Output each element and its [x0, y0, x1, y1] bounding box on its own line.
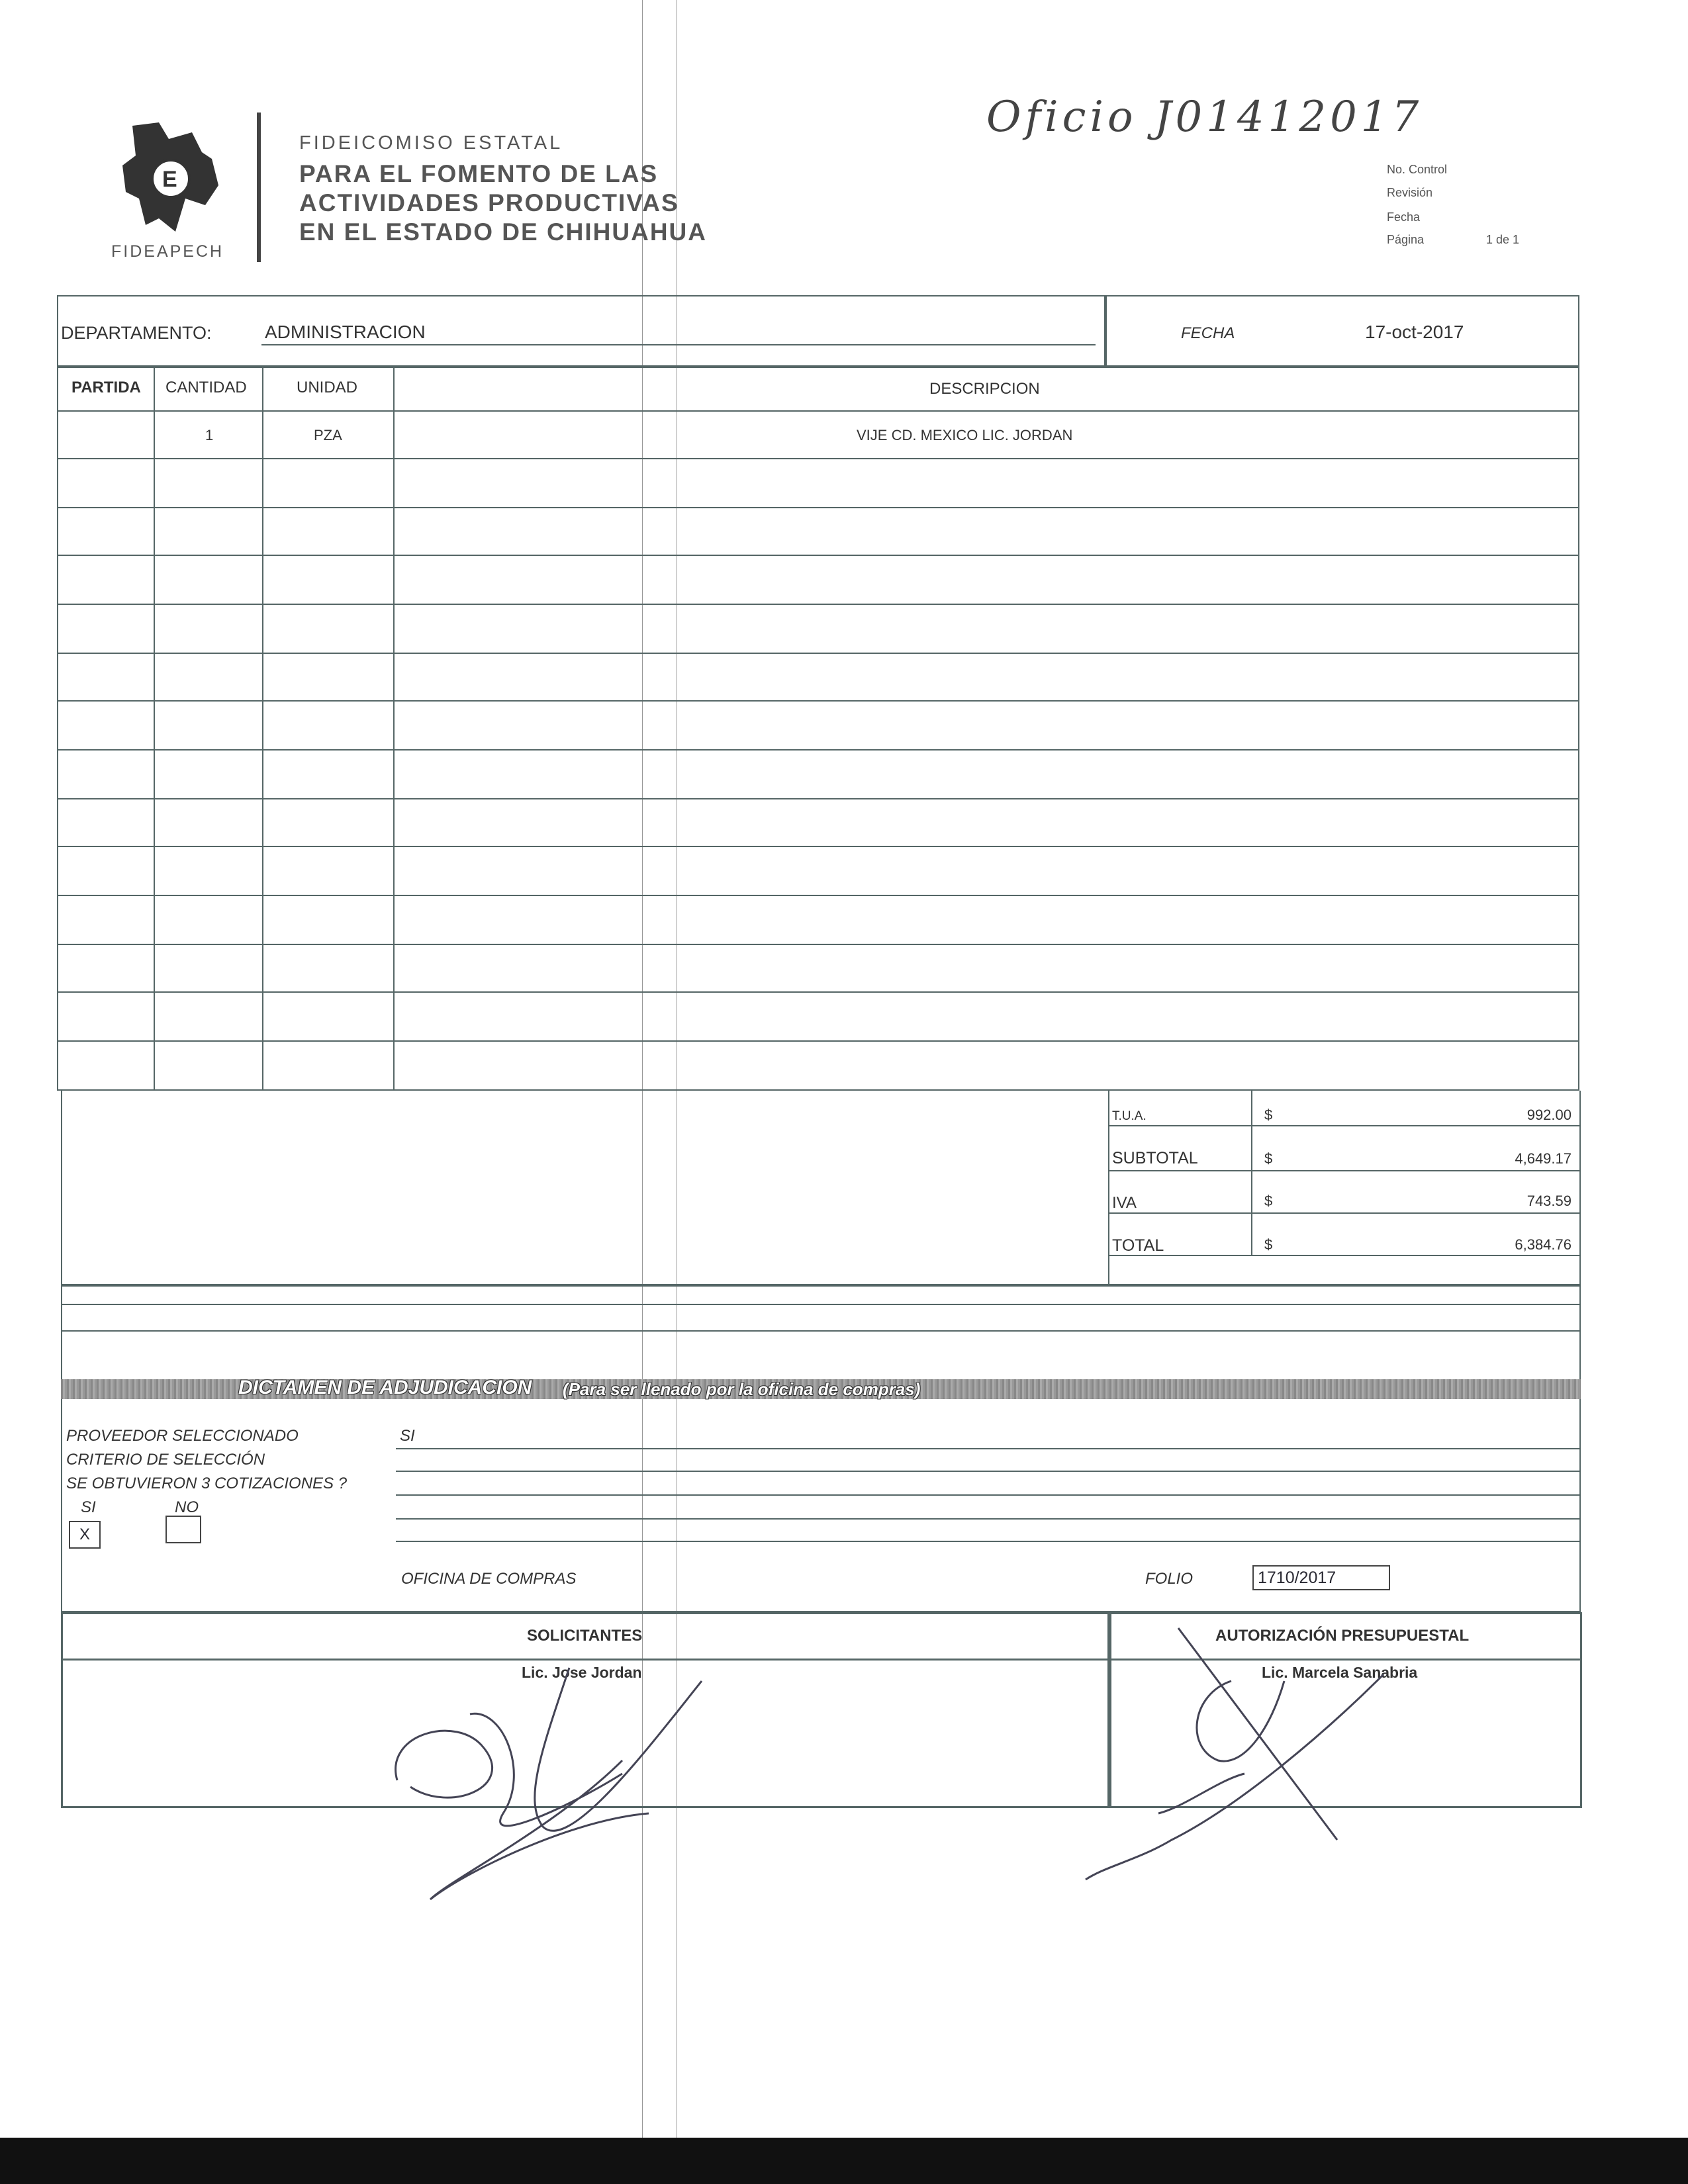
col-divider	[393, 367, 395, 1091]
dictamen-line	[396, 1448, 1581, 1449]
side-line	[1579, 1285, 1581, 1379]
totals-line	[1108, 1125, 1581, 1126]
scan-bottom-band	[0, 2138, 1688, 2184]
departamento-cell	[57, 295, 1105, 367]
totals-line	[1108, 1255, 1581, 1256]
row-line	[57, 555, 1579, 556]
subtotal-label: SUBTOTAL	[1112, 1149, 1198, 1167]
iva-currency: $	[1264, 1193, 1273, 1209]
col-header-descripcion: DESCRIPCION	[929, 380, 1040, 398]
row1-unidad: PZA	[314, 427, 342, 443]
separator-line	[61, 1304, 1581, 1305]
tua-label: T.U.A.	[1112, 1109, 1147, 1123]
row1-cantidad: 1	[205, 427, 214, 443]
row-line	[57, 604, 1579, 605]
fecha-label: FECHA	[1181, 324, 1235, 342]
col-header-partida: PARTIDA	[71, 379, 141, 396]
totals-line	[1108, 1212, 1581, 1214]
dictamen-line	[396, 1494, 1581, 1496]
meta-pagina: Página	[1387, 233, 1425, 246]
fideapech-logo	[119, 119, 225, 242]
si-label: SI	[81, 1498, 96, 1516]
logo-caption: FIDEAPECH	[111, 242, 224, 261]
dictamen-subtitle: (Para ser llenado por la oficina de compras)	[563, 1379, 921, 1399]
autorizacion-label: AUTORIZACIÓN PRESUPUESTAL	[1215, 1627, 1470, 1645]
row-line	[57, 458, 1579, 459]
autorizador-signature	[1072, 1615, 1443, 1893]
handwritten-note: Oficio J01412017	[986, 93, 1423, 142]
iva-label: IVA	[1112, 1194, 1137, 1212]
proveedor-value: SI	[400, 1427, 415, 1445]
criterio-label: CRITERIO DE SELECCIÓN	[66, 1451, 265, 1469]
col-divider	[154, 367, 155, 1091]
departamento-underline	[261, 344, 1096, 345]
row-line	[57, 846, 1579, 847]
row-line	[57, 653, 1579, 654]
dictamen-line	[396, 1518, 1581, 1520]
org-name-line2: PARA EL FOMENTO DE LAS	[299, 160, 659, 187]
solicitantes-label: SOLICITANTES	[527, 1627, 643, 1645]
row-line	[57, 895, 1579, 896]
solicitante-signature	[371, 1655, 768, 1919]
subtotal-currency: $	[1264, 1150, 1273, 1167]
meta-revision: Revisión	[1387, 186, 1433, 199]
org-name-line3: ACTIVIDADES PRODUCTIVAS	[299, 189, 679, 216]
meta-fecha: Fecha	[1387, 210, 1421, 224]
cotizaciones-label: SE OBTUVIERON 3 COTIZACIONES ?	[66, 1475, 348, 1492]
row-line	[57, 944, 1579, 945]
row-line	[57, 507, 1579, 508]
departamento-value: ADMINISTRACION	[265, 322, 426, 342]
no-label: NO	[175, 1498, 199, 1516]
col-header-cantidad: CANTIDAD	[165, 379, 247, 396]
no-checkbox[interactable]	[165, 1516, 201, 1543]
meta-page-value: 1 de 1	[1486, 233, 1520, 246]
row-line	[57, 749, 1579, 751]
si-checkbox[interactable]: X	[69, 1521, 101, 1549]
tua-currency: $	[1264, 1107, 1273, 1123]
row1-descripcion: VIJE CD. MEXICO LIC. JORDAN	[857, 427, 1073, 443]
row-line	[57, 991, 1579, 993]
separator-line	[61, 1285, 1581, 1287]
org-name-line1: FIDEICOMISO ESTATAL	[299, 132, 563, 154]
col-header-unidad: UNIDAD	[297, 379, 358, 396]
row-line	[57, 700, 1579, 702]
separator-line	[61, 1330, 1581, 1332]
col-divider	[262, 367, 263, 1091]
dictamen-line	[396, 1541, 1581, 1542]
totals-line	[1108, 1170, 1581, 1171]
total-label: TOTAL	[1112, 1236, 1164, 1255]
dictamen-line	[396, 1471, 1581, 1472]
tua-value: 992.00	[1526, 1107, 1571, 1123]
total-currency: $	[1264, 1236, 1273, 1253]
fecha-cell	[1105, 295, 1579, 367]
meta-no-control: No. Control	[1387, 163, 1448, 176]
logo-divider	[257, 113, 261, 262]
items-table	[57, 367, 1579, 1091]
departamento-label: DEPARTAMENTO:	[61, 323, 212, 343]
proveedor-label: PROVEEDOR SELECCIONADO	[66, 1427, 299, 1445]
org-name-line4: EN EL ESTADO DE CHIHUAHUA	[299, 218, 708, 246]
side-line	[61, 1285, 62, 1379]
dictamen-title: DICTAMEN DE ADJUDICACION	[238, 1377, 532, 1398]
fecha-value: 17-oct-2017	[1365, 322, 1464, 342]
solicitante-name: Lic. Jose Jordan	[522, 1664, 642, 1681]
header-divider	[57, 410, 1579, 412]
iva-value: 743.59	[1526, 1193, 1571, 1209]
subtotal-value: 4,649.17	[1515, 1150, 1571, 1167]
oficina-compras-label: OFICINA DE COMPRAS	[401, 1570, 577, 1588]
row-line	[57, 798, 1579, 799]
folio-value: 1710/2017	[1252, 1565, 1390, 1590]
folio-label: FOLIO	[1145, 1570, 1194, 1588]
autorizador-name: Lic. Marcela Sanabria	[1262, 1664, 1418, 1681]
totals-currency-divider	[1251, 1091, 1252, 1255]
svg-text:E: E	[162, 167, 177, 192]
row-line	[57, 1040, 1579, 1042]
total-value: 6,384.76	[1515, 1236, 1571, 1253]
